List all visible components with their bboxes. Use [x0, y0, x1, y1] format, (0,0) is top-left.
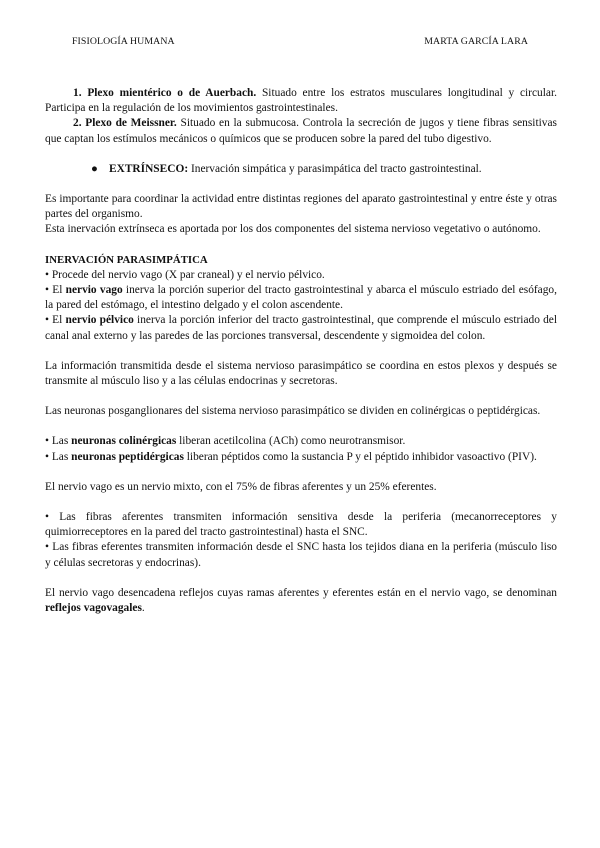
- item1-bold: Plexo mientérico o de Auerbach.: [87, 87, 257, 99]
- p-text: liberan péptidos como la sustancia P y el péptido inhibidor vasoactivo (PIV).: [183, 450, 537, 463]
- item2-bold: Plexo de Meissner.: [85, 117, 177, 130]
- final-end: .: [141, 602, 145, 615]
- b3-pre: • El: [45, 314, 66, 327]
- bullet-peptidergicas: [45, 450, 557, 465]
- header-left: FISIOLOGÍA HUMANA: [72, 36, 175, 47]
- extrinseco-text: Inervación simpática y parasimpática del tracto gastrointestinal.: [188, 162, 482, 175]
- bullet-nervio-vago: [45, 283, 557, 313]
- final-bold: reflejos vagovagales: [45, 602, 142, 615]
- section-title: INERVACIÓN PARASIMPÁTICA: [45, 253, 208, 266]
- paragraph-transmission: La información transmitida desde el sistema nervioso parasimpático se coordina en estos plexos y después se transmite al músculo liso y a las células endocrinas y secretoras.: [45, 359, 557, 388]
- list-item-auerbach: [45, 86, 557, 116]
- bullet-eferentes: • Las fibras eferentes transmiten información desde el SNC hasta los tejidos diana en la periferia (músculo liso y células secretoras y endocrinas).: [45, 541, 557, 569]
- item2-num: 2.: [73, 117, 82, 130]
- paragraph-reflejos: [45, 586, 557, 616]
- paragraph-coordination: Es importante para coordinar la actividad entre distintas regiones del aparato gastrointestinal y entre éste y otras partes del organismo.: [45, 193, 557, 221]
- page-header: [72, 36, 528, 47]
- list-item-meissner: [45, 116, 557, 146]
- c-bold: neuronas colinérgicas: [71, 435, 177, 448]
- b2-text: inerva la porción superior del tracto gastrointestinal y abarca el músculo estriado del esófago, la pared del estómago, el intestino delgado y el colon ascendente.: [45, 284, 557, 312]
- bullet-icon: ●: [91, 162, 98, 175]
- paragraph-vago-mixto: El nervio vago es un nervio mixto, con el 75% de fibras aferentes y un 25% eferentes.: [45, 480, 437, 493]
- item1-text: Situado entre los estratos musculares longitudinal y circular. Participa en la regulación de los movimientos gastrointestinales.: [45, 87, 557, 115]
- p-pre: • Las: [45, 450, 72, 463]
- item1-num: 1.: [73, 87, 82, 99]
- bullet-aferentes: • Las fibras aferentes transmiten información sensitiva desde la periferia (mecanorreceptores y quimiorreceptores en la pared del tracto gastrointestinal) hasta el SNC.: [45, 511, 557, 539]
- bullet-nervio-pelvico: [45, 313, 557, 343]
- extrinseco-bullet: [45, 162, 557, 177]
- extrinseco-bold: EXTRÍNSECO:: [109, 162, 189, 175]
- paragraph-extrinsic: Esta inervación extrínseca es aportada por los dos componentes del sistema nervioso vegetativo o autónomo.: [45, 223, 541, 236]
- bullet-origin: • Procede del nervio vago (X par craneal) y el nervio pélvico.: [45, 268, 325, 281]
- document-body: [45, 86, 557, 616]
- paragraph-neurons: Las neuronas posganglionares del sistema nervioso parasimpático se dividen en colinérgicas o peptidérgicas.: [45, 405, 541, 418]
- b2-bold: nervio vago: [65, 284, 123, 297]
- final-text: El nervio vago desencadena reflejos cuyas ramas aferentes y eferentes están en el nervio vago, se denominan: [45, 586, 557, 599]
- b3-text: inerva la porción inferior del tracto gastrointestinal, que comprende el músculo estriado del canal anal externo y las paredes de las porciones transversal, descendente y sigmoidea del colon.: [45, 314, 557, 342]
- c-pre: • Las: [45, 435, 72, 448]
- header-right: MARTA GARCÍA LARA: [424, 36, 528, 47]
- p-bold: neuronas peptidérgicas: [71, 450, 184, 463]
- bullet-colinergicas: [45, 434, 557, 449]
- b2-pre: • El: [45, 284, 66, 297]
- c-text: liberan acetilcolina (ACh) como neurotransmisor.: [176, 435, 406, 448]
- item2-text: Situado en la submucosa. Controla la secreción de jugos y tiene fibras sensitivas que captan los estímulos mecánicos o químicos que se producen sobre la pared del tubo digestivo.: [45, 117, 557, 145]
- b3-bold: nervio pélvico: [65, 314, 134, 327]
